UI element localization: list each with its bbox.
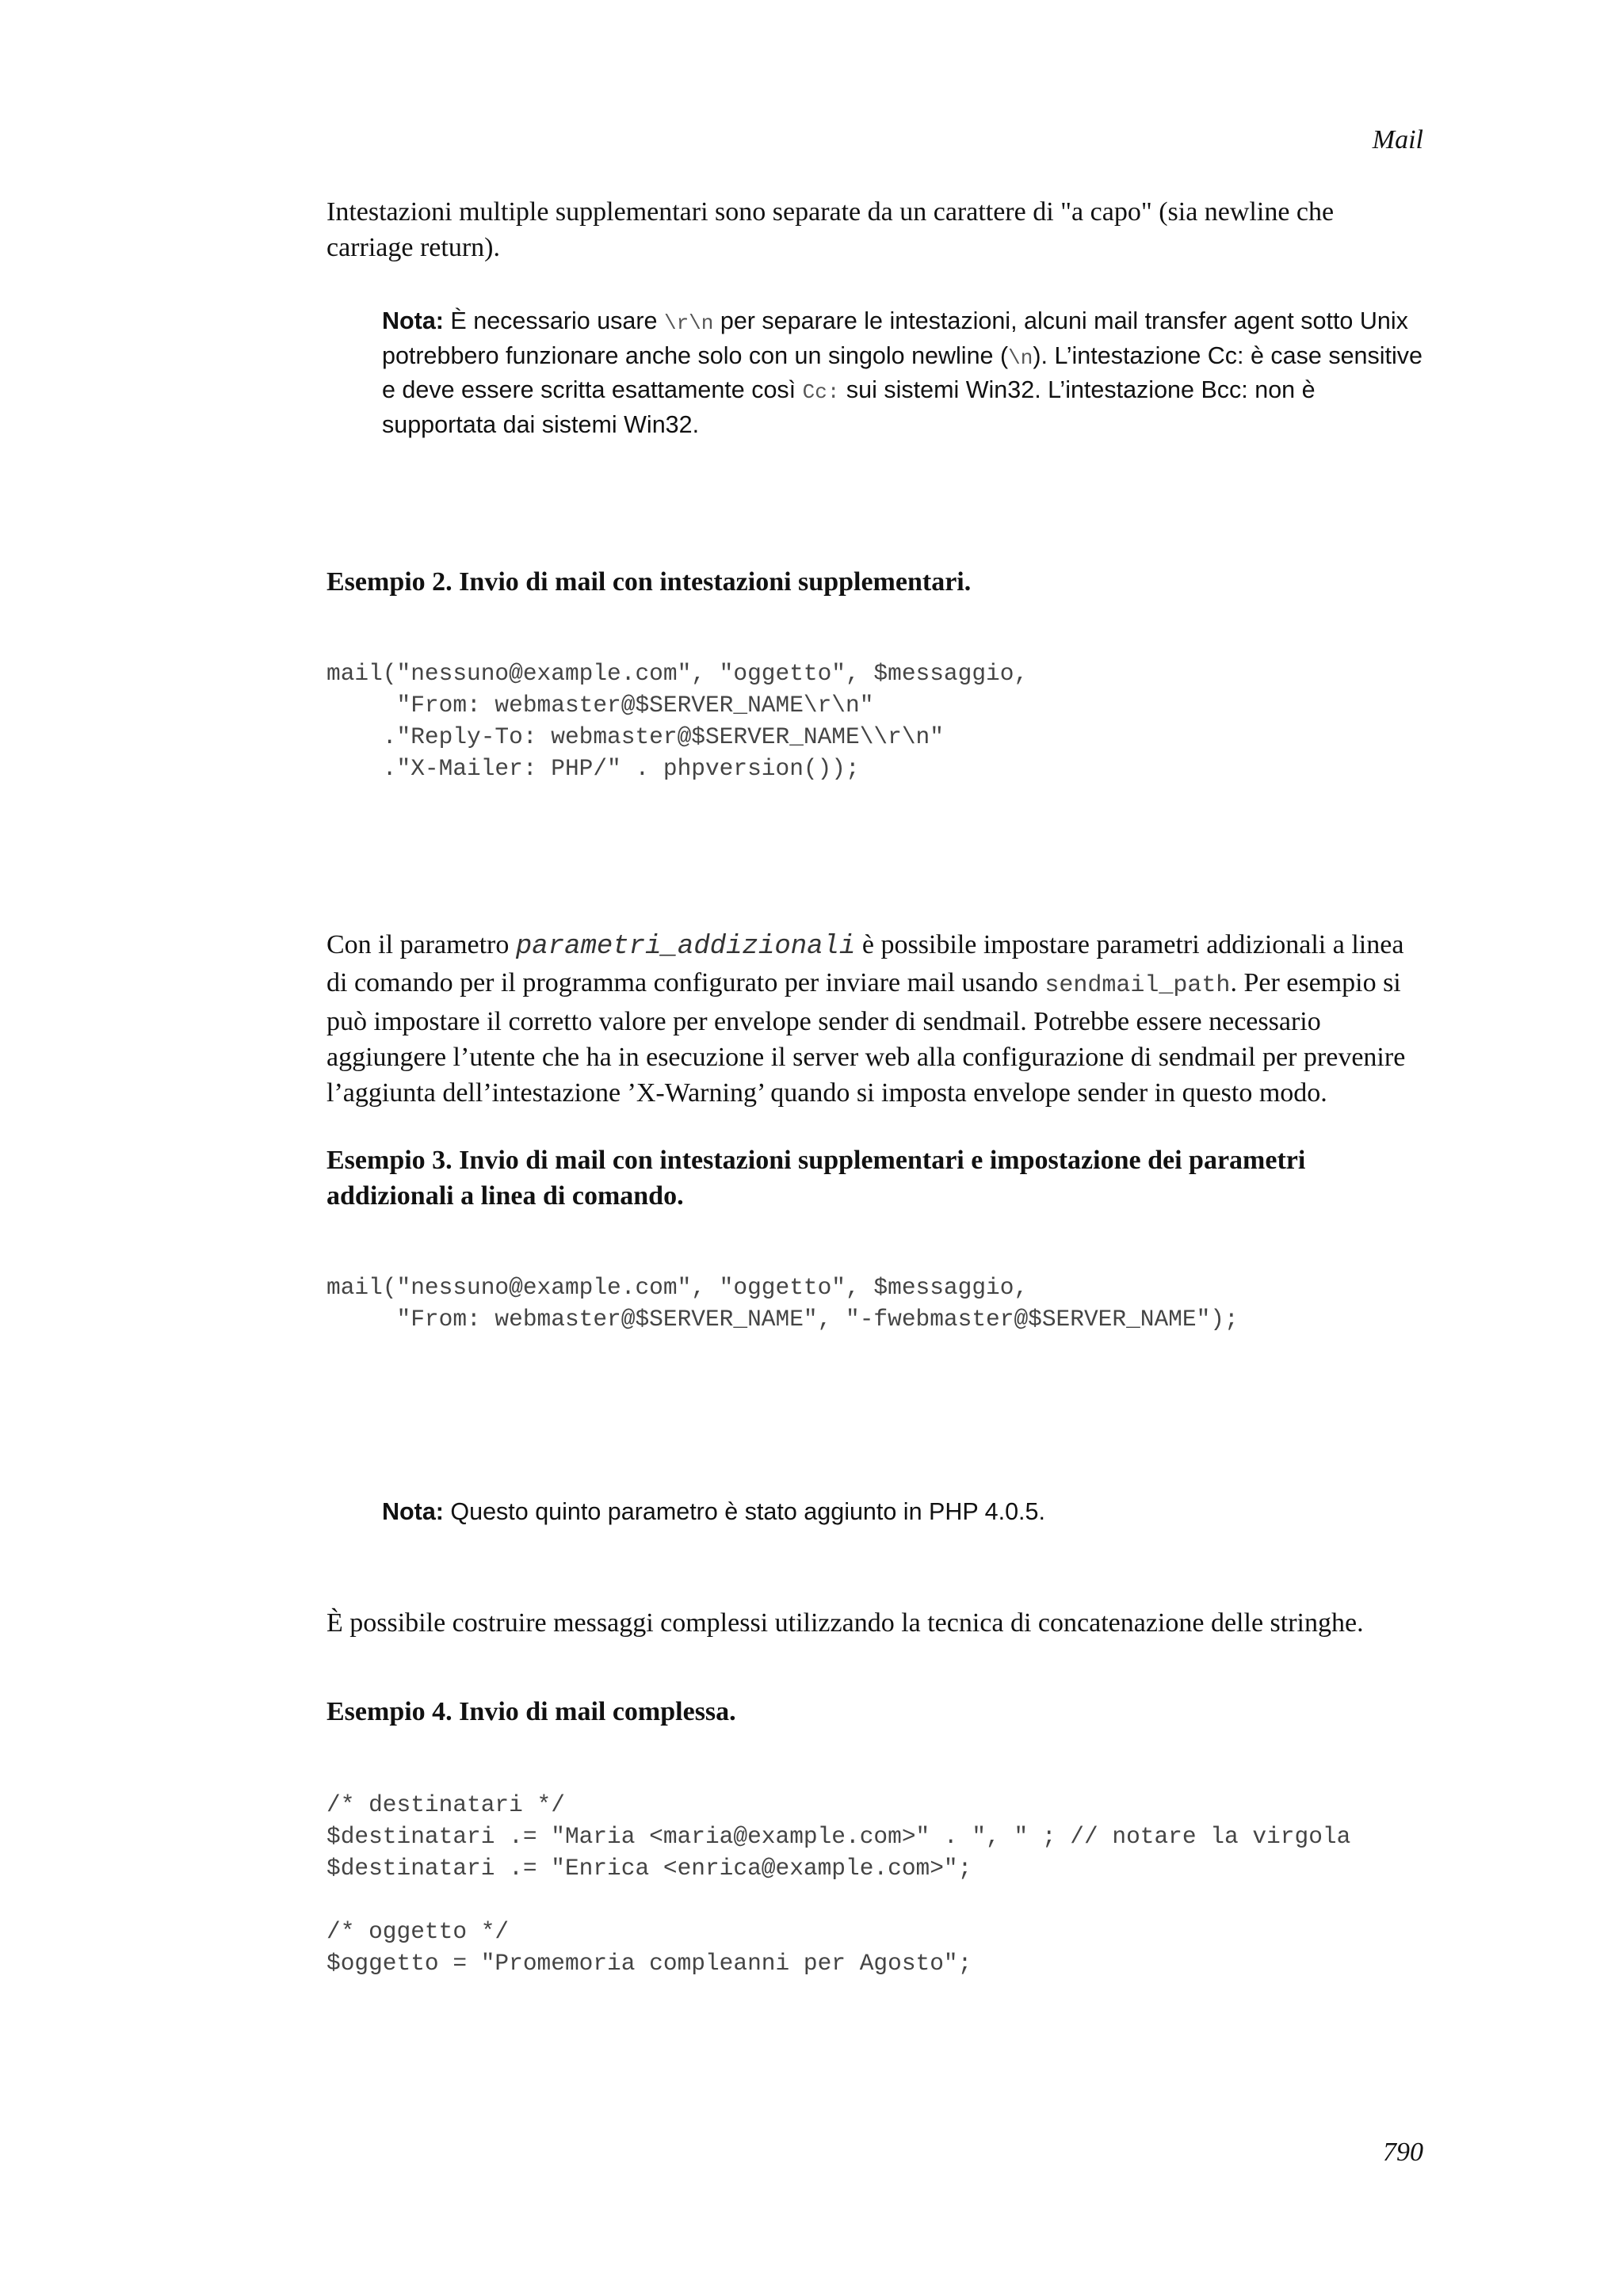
note-code: \r\n xyxy=(663,311,714,335)
note-code: \n xyxy=(1008,345,1033,370)
note-text: per separare le intestazioni, alcuni mail transfer agent sotto Unix potrebbero funzionare anche solo con un singolo newline ( xyxy=(382,307,1408,369)
example-4-code: /* destinatari */ $destinatari .= "Maria <maria@example.com>" . ", " ; // notare la virgola $destinatari .= "Enrica <enrica@example.com>"; /* oggetto */ $oggetto = "Promemoria compleanni per Agosto"; xyxy=(327,1791,1351,1977)
note-text: È necessario usare xyxy=(443,307,664,334)
note-label: Nota: xyxy=(382,307,444,334)
example-3-code: mail("nessuno@example.com", "oggetto", $messaggio, "From: webmaster@$SERVER_NAME", "-fwebmaster@$SERVER_NAME"); xyxy=(327,1274,1239,1333)
paragraph-text: . Per esempio si può impostare il corretto valore per envelope sender di sendmail. Potrebbe essere necessario aggiungere l’utente che ha in esecuzione il server web alla configurazione di sendmail per prevenire l’aggiunta dell’intestazione ’X-Warning’ quando si imposta envelope sender in questo modo. xyxy=(327,968,1406,1108)
example-3-title: Esempio 3. Invio di mail con intestazioni supplementari e impostazione dei parametri addizionali a linea di comando. xyxy=(327,1146,1306,1211)
note-line-separators xyxy=(382,305,1436,441)
note-text: ). L’intestazione Cc: è case sensitive e deve essere scritta esattamente così xyxy=(382,341,1423,403)
note-text: Questo quinto parametro è stato aggiunto in PHP 4.0.5. xyxy=(443,1498,1045,1525)
example-4-title: Esempio 4. Invio di mail complessa. xyxy=(327,1697,736,1726)
note-text: sui sistemi Win32. L’intestazione Bcc: non è supportata dai sistemi Win32. xyxy=(382,376,1316,438)
paragraph-text: è possibile impostare parametri addizionali a linea di comando per il programma configurato per inviare mail usando xyxy=(327,930,1404,997)
example-2-title: Esempio 2. Invio di mail con intestazioni supplementari. xyxy=(327,567,972,597)
paragraph-multiple-headers: Intestazioni multiple supplementari sono separate da un carattere di "a capo" (sia newline che carriage return). xyxy=(327,197,1335,262)
note-label: Nota: xyxy=(382,1498,444,1525)
parameter-name: parametri_addizionali xyxy=(515,932,856,962)
running-header: Mail xyxy=(1372,125,1423,154)
page-number: 790 xyxy=(1383,2138,1423,2167)
paragraph-complex-messages: È possibile costruire messaggi complessi utilizzando la tecnica di concatenazione delle stringhe. xyxy=(327,1608,1364,1638)
paragraph-additional-parameters xyxy=(327,927,1425,1111)
note-fifth-parameter xyxy=(382,1496,1436,1528)
note-code: Cc: xyxy=(802,380,840,404)
inline-code: sendmail_path xyxy=(1044,972,1231,999)
paragraph-text: Con il parametro xyxy=(327,930,516,959)
example-2-code: mail("nessuno@example.com", "oggetto", $messaggio, "From: webmaster@$SERVER_NAME\r\n" ."Reply-To: webmaster@$SERVER_NAME\\r\n" ."X-Mailer: PHP/" . phpversion()); xyxy=(327,660,1029,782)
